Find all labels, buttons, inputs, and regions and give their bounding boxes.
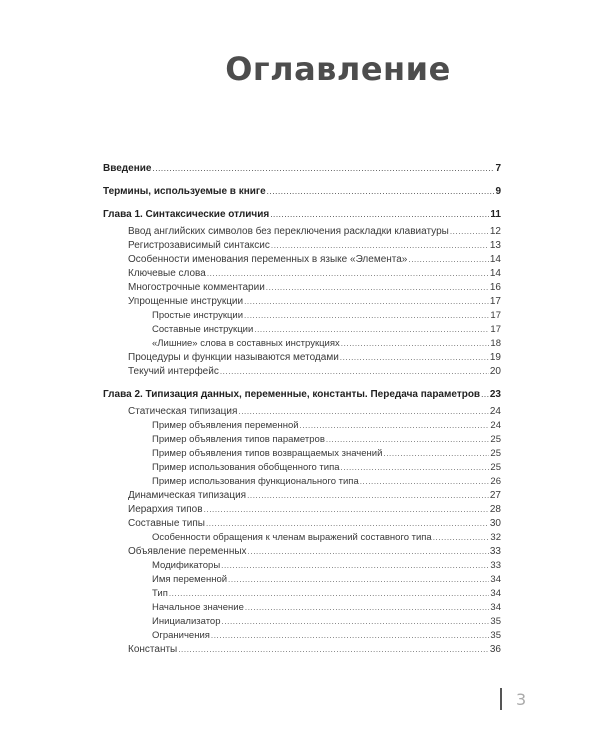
- toc-subsection-entry[interactable]: [103, 447, 501, 461]
- toc-entry-page: 30: [489, 518, 501, 529]
- toc-entry-page: 17: [490, 310, 501, 321]
- toc-leader-dots: [152, 162, 494, 176]
- toc-entry-page: 36: [489, 644, 501, 655]
- toc-section-entry[interactable]: [103, 253, 501, 267]
- toc-entry-page: 33: [489, 546, 501, 557]
- toc-entry-page: 23: [489, 389, 501, 400]
- toc-leader-dots: [271, 239, 489, 253]
- toc-entry-page: 12: [489, 226, 501, 237]
- toc-leader-dots: [300, 419, 490, 433]
- toc-section-entry[interactable]: [103, 267, 501, 281]
- toc-entry-title: Тип: [152, 588, 168, 599]
- toc-entry-title: Простые инструкции: [152, 310, 244, 321]
- toc-entry-page: 17: [490, 324, 501, 335]
- toc-entry-page: 9: [495, 186, 501, 197]
- page-title: Оглавление: [225, 50, 451, 88]
- toc-leader-dots: [247, 489, 489, 503]
- toc-entry-title: Модификаторы: [152, 560, 221, 571]
- toc-entry-page: 14: [489, 268, 501, 279]
- toc-section-entry[interactable]: [103, 503, 501, 517]
- toc-leader-dots: [341, 337, 490, 351]
- toc-entry-title: Процедуры и функции называются методами: [128, 352, 339, 363]
- toc-subsection-entry[interactable]: [103, 559, 501, 573]
- toc-entry-page: 25: [490, 434, 501, 445]
- toc-entry-page: 24: [490, 420, 501, 431]
- toc-subsection-entry[interactable]: [103, 309, 501, 323]
- toc-entry-title: Особенности обращения к членам выражений составного типа: [152, 532, 432, 543]
- toc-leader-dots: [178, 643, 489, 657]
- page-number: 3: [516, 689, 527, 709]
- toc-entry-title: Константы: [128, 644, 178, 655]
- toc-entry-title: Ключевые слова: [128, 268, 206, 279]
- toc-leader-dots: [204, 503, 489, 517]
- table-of-contents: [103, 162, 501, 657]
- toc-entry-title: Регистрозависимый синтаксис: [128, 240, 270, 251]
- toc-entry-page: 20: [489, 366, 501, 377]
- toc-entry-page: 14: [489, 254, 501, 265]
- toc-leader-dots: [267, 185, 495, 199]
- toc-entry-page: 13: [489, 240, 501, 251]
- toc-entry-title: Многострочные комментарии: [128, 282, 265, 293]
- toc-section-entry[interactable]: [103, 365, 501, 379]
- toc-leader-dots: [238, 405, 489, 419]
- toc-leader-dots: [266, 281, 489, 295]
- toc-leader-dots: [220, 365, 489, 379]
- toc-entry-page: 33: [490, 560, 501, 571]
- toc-subsection-entry[interactable]: [103, 433, 501, 447]
- toc-section-entry[interactable]: [103, 225, 501, 239]
- toc-entry-title: Ограничения: [152, 630, 210, 641]
- toc-entry-page: 35: [490, 630, 501, 641]
- toc-entry-title: «Лишние» слова в составных инструкциях: [152, 338, 340, 349]
- toc-entry-page: 17: [489, 296, 501, 307]
- toc-leader-dots: [207, 267, 489, 281]
- toc-leader-dots: [206, 517, 489, 531]
- toc-chapter-entry[interactable]: [103, 185, 501, 199]
- toc-entry-title: Составные типы: [128, 518, 205, 529]
- toc-subsection-entry[interactable]: [103, 337, 501, 351]
- toc-subsection-entry[interactable]: [103, 461, 501, 475]
- toc-entry-title: Пример использования функционального типа: [152, 476, 359, 487]
- toc-entry-page: 24: [489, 406, 501, 417]
- toc-section-entry[interactable]: [103, 239, 501, 253]
- toc-leader-dots: [244, 295, 489, 309]
- toc-subsection-entry[interactable]: [103, 475, 501, 489]
- toc-entry-title: Инициализатор: [152, 616, 221, 627]
- toc-chapter-entry[interactable]: [103, 388, 501, 402]
- toc-entry-title: Ввод английских символов без переключения раскладки клавиатуры: [128, 226, 449, 237]
- toc-entry-page: 26: [490, 476, 501, 487]
- toc-entry-title: Пример объявления типов возвращаемых значений: [152, 448, 383, 459]
- toc-section-entry[interactable]: [103, 281, 501, 295]
- toc-section-entry[interactable]: [103, 351, 501, 365]
- toc-leader-dots: [408, 253, 489, 267]
- toc-entry-title: Пример объявления переменной: [152, 420, 299, 431]
- toc-entry-page: 27: [489, 490, 501, 501]
- page-number-divider: [500, 688, 502, 710]
- toc-entry-title: Термины, используемые в книге: [103, 186, 266, 197]
- toc-entry-title: Глава 1. Синтаксические отличия: [103, 209, 270, 220]
- toc-chapter-entry[interactable]: [103, 208, 501, 222]
- toc-leader-dots: [254, 323, 489, 337]
- toc-subsection-entry[interactable]: [103, 531, 501, 545]
- toc-entry-title: Пример использования обобщенного типа: [152, 462, 340, 473]
- toc-leader-dots: [222, 615, 490, 629]
- toc-entry-page: 34: [490, 574, 501, 585]
- toc-entry-title: Введение: [103, 163, 152, 174]
- toc-entry-title: Пример объявления типов параметров: [152, 434, 325, 445]
- toc-leader-dots: [450, 225, 489, 239]
- toc-leader-dots: [341, 461, 490, 475]
- toc-leader-dots: [270, 208, 489, 222]
- toc-leader-dots: [245, 601, 490, 615]
- toc-entry-page: 19: [489, 352, 501, 363]
- toc-subsection-entry[interactable]: [103, 601, 501, 615]
- toc-entry-page: 25: [490, 462, 501, 473]
- toc-leader-dots: [248, 545, 489, 559]
- toc-entry-title: Глава 2. Типизация данных, переменные, константы. Передача параметров: [103, 389, 481, 400]
- toc-leader-dots: [340, 351, 489, 365]
- toc-entry-page: 25: [490, 448, 501, 459]
- toc-leader-dots: [383, 447, 489, 461]
- page-number-block: [500, 686, 526, 712]
- toc-entry-title: Упрощенные инструкции: [128, 296, 244, 307]
- toc-leader-dots: [360, 475, 490, 489]
- toc-section-entry[interactable]: [103, 517, 501, 531]
- toc-leader-dots: [169, 587, 490, 601]
- toc-entry-page: 7: [495, 163, 501, 174]
- toc-section-entry[interactable]: [103, 489, 501, 503]
- toc-entry-title: Статическая типизация: [128, 406, 238, 417]
- toc-section-entry[interactable]: [103, 545, 501, 559]
- toc-section-entry[interactable]: [103, 405, 501, 419]
- toc-subsection-entry[interactable]: [103, 573, 501, 587]
- toc-entry-title: Составные инструкции: [152, 324, 254, 335]
- toc-entry-title: Объявление переменных: [128, 546, 247, 557]
- toc-leader-dots: [221, 559, 489, 573]
- toc-entry-page: 18: [490, 338, 501, 349]
- toc-entry-page: 34: [490, 602, 501, 613]
- toc-section-entry[interactable]: [103, 295, 501, 309]
- toc-entry-title: Динамическая типизация: [128, 490, 247, 501]
- toc-leader-dots: [481, 388, 489, 402]
- toc-leader-dots: [211, 629, 490, 643]
- toc-subsection-entry[interactable]: [103, 629, 501, 643]
- toc-leader-dots: [326, 433, 490, 447]
- toc-chapter-entry[interactable]: [103, 162, 501, 176]
- toc-subsection-entry[interactable]: [103, 615, 501, 629]
- toc-subsection-entry[interactable]: [103, 323, 501, 337]
- toc-entry-title: Текучий интерфейс: [128, 366, 219, 377]
- toc-entry-title: Имя переменной: [152, 574, 228, 585]
- toc-entry-title: Начальное значение: [152, 602, 244, 613]
- toc-entry-page: 11: [490, 209, 501, 220]
- toc-subsection-entry[interactable]: [103, 419, 501, 433]
- toc-entry-page: 28: [489, 504, 501, 515]
- toc-entry-page: 32: [490, 532, 501, 543]
- toc-entry-page: 34: [490, 588, 501, 599]
- toc-subsection-entry[interactable]: [103, 587, 501, 601]
- toc-entry-page: 16: [489, 282, 501, 293]
- toc-leader-dots: [433, 531, 490, 545]
- toc-entry-title: Особенности именования переменных в языке «Элемента»: [128, 254, 408, 265]
- toc-section-entry[interactable]: [103, 643, 501, 657]
- toc-entry-title: Иерархия типов: [128, 504, 203, 515]
- toc-leader-dots: [228, 573, 489, 587]
- toc-leader-dots: [244, 309, 489, 323]
- toc-entry-page: 35: [490, 616, 501, 627]
